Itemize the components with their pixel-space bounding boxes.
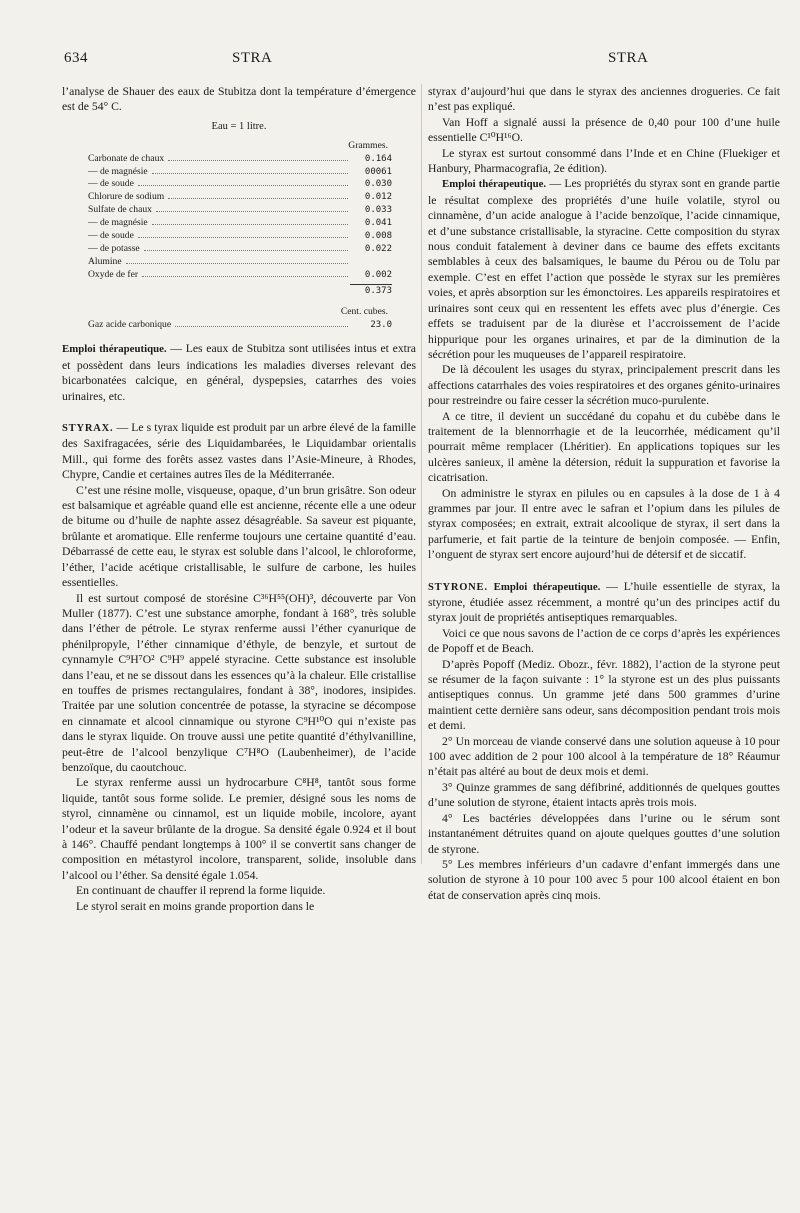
table-row: — de soude 0.008 [88, 230, 392, 242]
table-row: — de magnésie 00061 [88, 165, 392, 177]
table-row: Oxyde de fer 0.002 [88, 268, 392, 280]
body-paragraph: Voici ce que nous savons de l’action de ce corps d’après les expériences de Popoff et de Beach. [428, 626, 780, 656]
emploi-heading: Emploi thérapeutique. [442, 178, 547, 191]
body-paragraph: Le styrol serait en moins grande proportion dans le [76, 899, 315, 913]
body-paragraph: 2° Un morceau de viande conservé dans une solution aqueuse à 10 pour 100 avec addition de 2 pour 100 alcool à la température de 18° Réaumur n’était pas altéré au bout de deux mois et demi. [428, 734, 780, 779]
body-paragraph: styrax d’aujourd’hui que dans le styrax des anciennes drogueries. Ce fait n’est pas expliqué. [428, 85, 780, 114]
body-paragraph: Van Hoff a signalé aussi la présence de 0,40 pour 100 d’une huile essentielle C¹⁰H¹⁶O. [428, 115, 780, 145]
table-row: Gaz acide carbonique 23.0 [88, 318, 392, 330]
table-unit: Grammes. [348, 139, 388, 151]
body-paragraph: C’est une résine molle, visqueuse, opaque, d’un brun grisâtre. Son odeur est balsamique et agréable quand elle est ancienne, récente elle a une odeur de bitume ou d’huile de naphte assez désagréable. Sa saveur est piquante, brûlante et aromatique. Elle renferme toujours une certaine quantité d’eau. Débarrassé de cette eau, le styrax est soluble dans l’alcool, le chloroforme, l’éther, l’acide acétique cristallisable, le sulfure de carbone, les huiles essentielles. [62, 483, 416, 590]
table-row: — de soude 0.030 [88, 178, 392, 190]
page-number: 634 [64, 50, 88, 66]
body-paragraph: 4° Les bactéries développées dans l’urine ou le sérum sont instantanément détruites quand on ajoute quelques gouttes d’une solution de styrone. [428, 811, 780, 856]
body-paragraph: On administre le styrax en pilules ou en capsules à la dose de 1 à 4 grammes par jour. Il entre avec le safran et l’opium dans les pilules de styrax composées; en extrait, extrait alcoolique de styrax, il sert dans la parfumerie, et fait partie de la teinture de benjoin composée. — Enfin, l’onguent de styrax sert encore aujourd’hui de détersif et de siccatif. [428, 486, 780, 562]
running-head-right: STRA [608, 50, 649, 66]
table-row: Sulfate de chaux 0.033 [88, 204, 392, 216]
table-row: Chlorure de sodium 0.012 [88, 191, 392, 203]
emploi-heading: Emploi thérapeutique. [493, 580, 601, 593]
body-paragraph: 3° Quinze grammes de sang défibriné, additionnés de quelques gouttes d’une solution de styrone, étaient intacts après trois mois. [428, 780, 780, 810]
running-head-left: STRA [232, 50, 273, 66]
table-caption: Eau = 1 litre. [211, 120, 267, 132]
body-paragraph: Le styrax renferme aussi un hydrocarbure C⁸H⁸, tantôt sous forme liquide, tantôt sous forme solide. Le premier, désigné sous les noms de styrol, cinnamène ou cinnamol, est un liquide mobile, incolore, ayant l’odeur et la saveur brûlante de la drogue. Sa densité égale 0.924 et il bout à 146°. Chauffé pendant longtemps à 100° il se convertit sans changer de composition en métastyrol incolore, transparent, solide, insoluble dans l’alcool ou l’éther. Sa densité égale 1.054. [62, 776, 416, 882]
emploi-paragraph: Emploi thérapeutique. — Les eaux de Stubitza sont utilisées intus et extra et possèdent dans leurs indications les maladies diverses relevant des bicarbonatées calcique, en général, dyspepsies, catarrhes des voies urinaires, etc. [62, 342, 416, 403]
body-paragraph: De là découlent les usages du styrax, principalement prescrit dans les affections catarrhales des voies respiratoires et des organes génito-urinaires pour restreindre ou faire cesser la sécrétion muco-purulente. [428, 363, 781, 408]
table-total: 0.373 [364, 285, 392, 296]
styrax-heading: STYRAX. [62, 423, 114, 435]
table-row: — de potasse 0.022 [88, 242, 392, 254]
body-paragraph: D’après Popoff (Mediz. Obozr., févr. 1882), l’action de la styrone peut se résumer de la façon suivante : 1° la styrone est un des plus puissants antiseptiques connus. Un gramme jeté dans 500 grammes d’urine maintient cette dernière sans odeur, sans décomposition pendant trois mois et demi. [428, 657, 780, 733]
emploi-paragraph: Emploi thérapeutique. — Les propriétés du styrax sont en grande partie le résultat complexe des propriétés d’une huile volatile, styrol ou cinnamène, d’un acide analogue à l’acide benzoïque, l’acide cinnamique, et d’une substance cristallisable, la styracine. Cette composition du styrax nous conduit fatalement à deviner dans ce baume des effets excitants semblables à ceux des balsamiques, le baume du Pérou ou de Tolu par exemple. C’est en effet l’action que possède le styrax sur les premières voies, et après absorption sur les émonctoires. Les appareils respiratoires et urinaires sont ceux qui en ressentent les effets avec plus d’énergie. Ces effets se traduisent par de la diurèse et l’accroissement de l’acide hippurique pour les organes urinaires, et par de la diminution de la sécrétion pour les muqueuses de l’appareil respiratoire. [428, 177, 780, 361]
intro-paragraph: l’analyse de Shauer des eaux de Stubitza dont la température d’émergence est de 54° C. [62, 85, 416, 114]
body-paragraph: Il est surtout composé de storésine C³⁶H⁵⁵(OH)³, découverte par Von Muller (1877). C’est une substance amorphe, fondant à 168°, très soluble dans l’éther de pétrole. Le styrax renferme aussi l’éther cyanurique de phénilpropyle, l’éther cinnamique d’éthyle, de benzyle, et surtout de cynnamyle C⁹H⁷O² C⁹H⁹ appelé styracine. Cette substance est insoluble dans l’eau, et ne se dissout dans les essences qu’à la chaleur. Elle cristallise en touffes de prismes rectangulaires, fondant à 38°, inodores, insipides. Traitée par une solution concentrée de potasse, la styracine se décompose en cinnamate et alcool cinnamique ou styrone C⁹H¹⁰O qui n’existe pas dans le styrax liquide. On trouve aussi une petite quantité d’éthylvanilline, peut-être de l’alcool benzylique C⁷H⁸O (Laubenheimer), de l’acide benzoïque, du caoutchouc. [62, 591, 416, 774]
column-rule [421, 84, 422, 864]
table-row: Carbonate de chaux 0.164 [88, 152, 392, 164]
body-paragraph: Le styrax est surtout consommé dans l’Inde et en Chine (Fluekiger et Hanbury, Pharmacografia, 2e édition). [428, 146, 780, 176]
left-column [62, 84, 416, 914]
gas-unit: Cent. cubes. [340, 305, 388, 317]
emploi-heading: Emploi thérapeutique. [62, 343, 167, 356]
styrax-entry: STYRAX. — Le s tyrax liquide est produit par un arbre élevé de la famille des Saxifragacées, série des Liquidambarées, le Liquidambar orientalis Mill., qui forme des forêts assez vastes dans l’Asie-Mineure, à Rhodes, Chypre, Candie et certaines autres îles de la Méditerranée. [62, 421, 416, 482]
body-paragraph: A ce titre, il devient un succédané du copahu et du cubèbe dans le traitement de la blennorrhagie et de la leucorrhée, médicament qu’il pourrait même remplacer (Lhéritier). En applications topiques sur les ulcères sanieux, il amène la détersion, réduit la suppuration et favorise la cicatrisation. [428, 409, 780, 485]
table-row: Alumine [62, 256, 416, 269]
analysis-table [62, 121, 416, 332]
body-paragraph: 5° Les membres inférieurs d’un cadavre d’enfant immergés dans une solution de styrone à 10 pour 100 avec 5 pour 100 alcool étaient en bon état de conservation après cinq mois. [428, 857, 780, 902]
styrone-entry: STYRONE. Emploi thérapeutique. — L’huile essentielle de styrax, la styrone, étudiée assez récemment, a montré qu’un des principes actif du styrax jouit de propriétés antiseptiques remarquables. [428, 579, 781, 625]
styrone-heading: STYRONE. [428, 581, 488, 593]
body-paragraph: En continuant de chauffer il reprend la forme liquide. [76, 884, 326, 898]
right-column [428, 84, 780, 903]
table-row: — de magnésie 0.041 [88, 217, 392, 229]
